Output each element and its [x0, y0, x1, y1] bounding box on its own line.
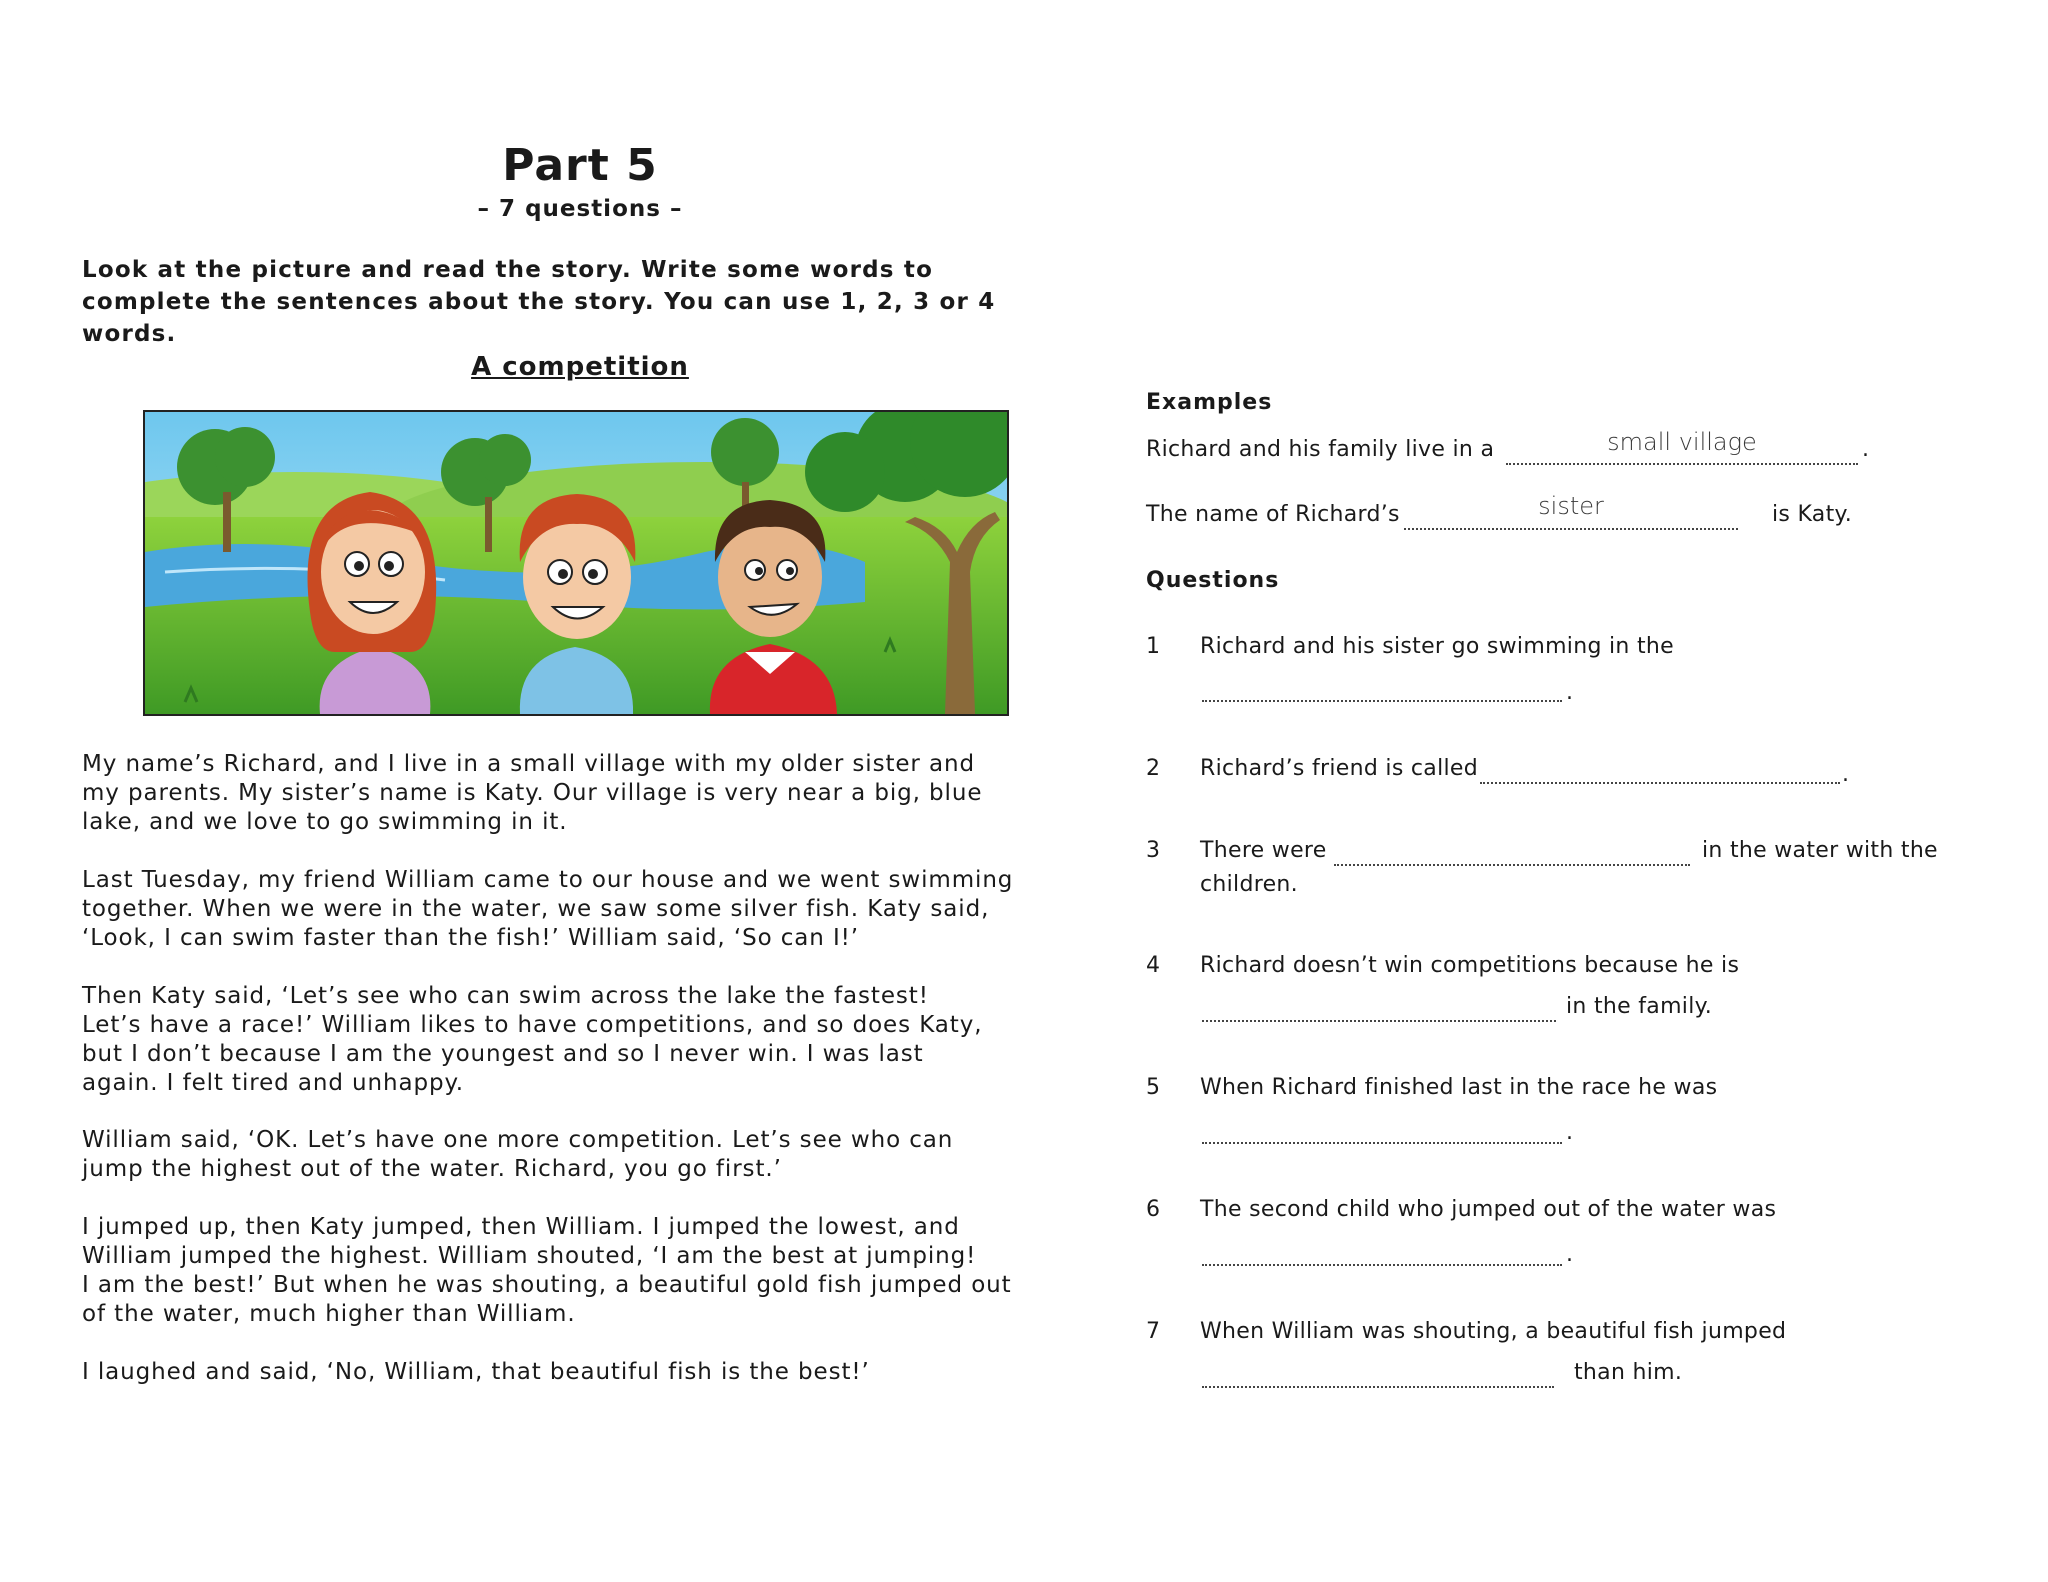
question-1-text: Richard and his sister go swimming in the — [1200, 634, 1674, 659]
question-5-text: When Richard finished last in the race he was — [1200, 1075, 1718, 1100]
story-paragraph-4: William said, ‘OK. Let’s have one more competition. Let’s see who can jump the highest out of the water. Richard, you go first.’ — [82, 1127, 954, 1182]
example-1-text: Richard and his family live in a — [1146, 437, 1495, 462]
story-paragraph-1: My name’s Richard, and I live in a small village with my older sister and my parents. My sister’s name is Katy. Our village is very near a big, blue lake, and we love to go swimming in it. — [82, 751, 983, 835]
question-3-blank[interactable] — [1334, 864, 1690, 866]
question-6-text: The second child who jumped out of the water was — [1200, 1197, 1777, 1222]
example-1-blank — [1506, 463, 1858, 465]
question-2-text: Richard’s friend is called — [1200, 756, 1478, 781]
page-subtitle: – 7 questions – — [477, 196, 683, 222]
question-1-end: . — [1566, 680, 1574, 705]
page-title: Part 5 — [502, 140, 658, 191]
girl-figure — [308, 492, 437, 714]
story-illustration — [143, 410, 1009, 716]
question-4-text: Richard doesn’t win competitions because he is — [1200, 953, 1740, 978]
question-3-text-line2: children. — [1200, 872, 1298, 897]
question-6-end: . — [1566, 1242, 1574, 1267]
question-2-end: . — [1842, 762, 1850, 787]
question-4-number: 4 — [1146, 953, 1161, 978]
boy-richard-figure — [520, 494, 636, 714]
example-2-end: is Katy. — [1772, 502, 1852, 527]
question-4-end: in the family. — [1566, 994, 1713, 1019]
question-5-blank[interactable] — [1202, 1142, 1562, 1144]
story-title: A competition — [471, 352, 689, 382]
instructions: Look at the picture and read the story. Write some words to complete the sentences about the story. You can use 1, 2, 3 or 4 words. — [82, 257, 996, 347]
question-1-number: 1 — [1146, 634, 1161, 659]
example-2-blank — [1404, 528, 1738, 530]
example-2-text: The name of Richard’s — [1146, 502, 1400, 527]
questions-label: Questions — [1146, 568, 1280, 593]
story-paragraph-2: Last Tuesday, my friend William came to our house and we went swimming together. When we were in the water, we saw some silver fish. Katy said, ‘Look, I can swim faster than the fish!’ William said, ‘So can I!’ — [82, 867, 1014, 951]
question-1-blank[interactable] — [1202, 700, 1562, 702]
question-6-number: 6 — [1146, 1197, 1161, 1222]
question-7-number: 7 — [1146, 1319, 1161, 1344]
question-7-text: When William was shouting, a beautiful fish jumped — [1200, 1319, 1787, 1344]
story-paragraph-6: I laughed and said, ‘No, William, that beautiful fish is the best!’ — [82, 1359, 870, 1385]
story-paragraph-3: Then Katy said, ‘Let’s see who can swim across the lake the fastest! Let’s have a race!’ William likes to have competitions, and so does Katy, but I don’t because I am the youngest and so I never win. I was last again. I felt tired and unhappy. — [82, 983, 983, 1096]
question-5-number: 5 — [1146, 1075, 1161, 1100]
question-4-blank[interactable] — [1202, 1020, 1556, 1022]
question-7-blank[interactable] — [1202, 1386, 1554, 1388]
question-3-text: There were — [1200, 838, 1327, 863]
example-1-end: . — [1862, 437, 1870, 462]
children-by-lake-illustration — [145, 412, 1007, 714]
question-7-end: than him. — [1574, 1360, 1683, 1385]
question-3-number: 3 — [1146, 838, 1161, 863]
question-3-text-after: in the water with the — [1702, 838, 1938, 863]
story-paragraph-5: I jumped up, then Katy jumped, then William. I jumped the lowest, and William jumped the highest. William shouted, ‘I am the best at jumping! I am the best!’ But when he was shouting, a beautiful gold fish jumped out of the water, much higher than William. — [82, 1214, 1012, 1327]
example-2-answer: sister — [1538, 492, 1604, 520]
question-6-blank[interactable] — [1202, 1264, 1562, 1266]
example-1-answer: small village — [1607, 428, 1757, 456]
question-2-blank[interactable] — [1480, 782, 1840, 784]
question-2-number: 2 — [1146, 756, 1161, 781]
examples-label: Examples — [1146, 390, 1273, 415]
question-5-end: . — [1566, 1120, 1574, 1145]
